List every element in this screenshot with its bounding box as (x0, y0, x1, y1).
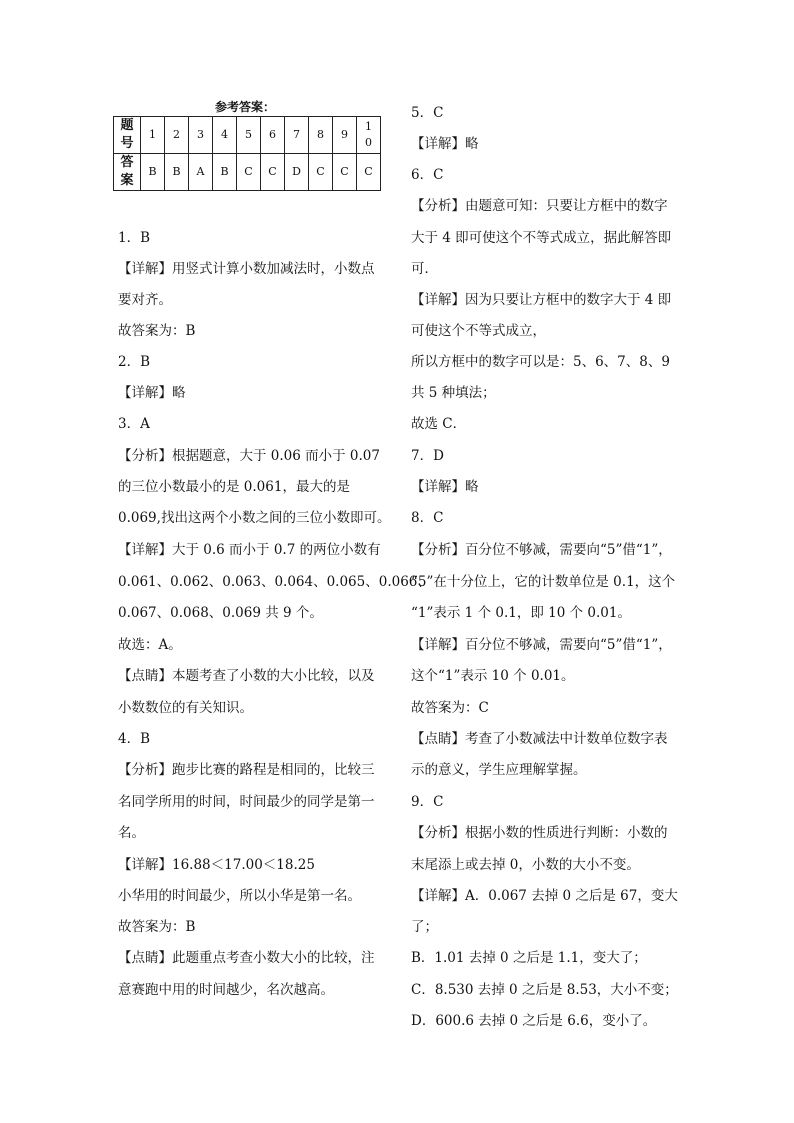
explanation-line: 【详解】用竖式计算小数加减法时，小数点 (118, 261, 375, 277)
explanation-line: 示的意义，学生应理解掌握。 (411, 762, 587, 778)
explanation-line: “5”在十分位上，它的计数单位是 0.1，这个 (411, 574, 676, 590)
question-number-cell: 6 (261, 117, 285, 154)
explanation-line: C．8.530 去掉 0 之后是 8.53，大小不变； (411, 982, 678, 998)
explanation-line: 小华用的时间最少，所以小华是第一名。 (118, 888, 361, 904)
explanation-line: 【点睛】本题考查了小数的大小比较，以及 (118, 668, 375, 684)
question-4-answer: 4．B (118, 731, 151, 747)
question-number-cell: 8 (309, 117, 333, 154)
explanation-line: 【分析】根据题意，大于 0.06 而小于 0.07 (118, 448, 380, 464)
explanation-line: 的三位小数最小的是 0.061，最大的是 (118, 479, 350, 495)
explanation-line: 【详解】大于 0.6 而小于 0.7 的两位小数有 (118, 542, 381, 558)
explanation-line: 【详解】因为只要让方框中的数字大于 4 即 (411, 292, 672, 308)
question-6-answer: 6．C (411, 167, 444, 183)
answer-cell: C (237, 154, 261, 191)
explanation-line: 0.067、0.068、0.069 共 9 个。 (118, 605, 323, 621)
question-number-cell: 1 (141, 117, 165, 154)
explanation-line: 故选 C． (411, 416, 467, 432)
question-number-cell: 2 (165, 117, 189, 154)
question-number-cell: 5 (237, 117, 261, 154)
explanation-line: 共 5 种填法； (411, 385, 496, 401)
question-number-row (114, 117, 381, 154)
explanation-line: 0.069,找出这两个小数之间的三位小数即可。 (118, 510, 391, 526)
question-5-answer: 5．C (411, 105, 444, 121)
question-7-answer: 7．D (411, 448, 444, 464)
explanation-line: 【详解】百分位不够减，需要向“5”借“1”， (411, 637, 672, 653)
answer-cell: C (357, 154, 381, 191)
question-number-cell: 4 (213, 117, 237, 154)
question-number-cell: 7 (285, 117, 309, 154)
answer-cell: D (285, 154, 309, 191)
explanation-line: 故答案为：B (118, 919, 196, 935)
question-1-answer: 1．B (118, 230, 151, 246)
explanation-line: “1”表示 1 个 0.1，即 10 个 0.01。 (411, 605, 631, 621)
explanation-line: 【详解】略 (118, 385, 186, 401)
answer-key-heading: 参考答案： (215, 100, 276, 114)
explanation-line: 所以方框中的数字可以是：5、6、7、8、9 (411, 354, 670, 370)
explanation-line: 可使这个不等式成立， (411, 323, 546, 339)
explanation-line: 要对齐。 (118, 292, 172, 308)
explanation-line: 可． (411, 261, 438, 277)
explanation-line: 【分析】由题意可知：只要让方框中的数字 (411, 198, 668, 214)
question-3-answer: 3．A (118, 416, 150, 432)
question-number-cell: 3 (189, 117, 213, 154)
explanation-line: 意赛跑中用的时间越少，名次越高。 (118, 982, 334, 998)
answer-cell: A (189, 154, 213, 191)
explanation-line: 故答案为：C (411, 700, 489, 716)
question-8-answer: 8．C (411, 510, 444, 526)
answer-cell: C (309, 154, 333, 191)
explanation-line: 末尾添上或去掉 0，小数的大小不变。 (411, 857, 640, 873)
explanation-line: 了； (411, 919, 438, 935)
explanation-line: 名同学所用的时间，时间最少的同学是第一 (118, 794, 375, 810)
question-2-answer: 2．B (118, 354, 151, 370)
answer-row (114, 154, 381, 191)
answer-cell: C (261, 154, 285, 191)
explanation-line: 这个“1”表示 10 个 0.01。 (411, 668, 575, 684)
question-number-cell: 1 0 (357, 117, 381, 154)
question-9-answer: 9．C (411, 794, 444, 810)
answer-cell: C (333, 154, 357, 191)
explanation-line: 【点睛】此题重点考查小数大小的比较，注 (118, 950, 375, 966)
answer-cell: B (165, 154, 189, 191)
explanation-line: 故选：A。 (118, 637, 182, 653)
answer-table (113, 116, 381, 191)
explanation-line: 【详解】A．0.067 去掉 0 之后是 67，变大 (411, 888, 678, 904)
explanation-line: 0.061、0.062、0.063、0.064、0.065、0.066、 (118, 574, 431, 590)
explanation-line: 【分析】根据小数的性质进行判断：小数的 (411, 825, 668, 841)
explanation-line: 名。 (118, 825, 145, 841)
explanation-line: 【详解】16.88＜17.00＜18.25 (118, 857, 315, 873)
explanation-line: B．1.01 去掉 0 之后是 1.1，变大了； (411, 950, 647, 966)
question-number-cell: 9 (333, 117, 357, 154)
explanation-line: 【分析】百分位不够减，需要向“5”借“1”， (411, 542, 672, 558)
explanation-line: 【点睛】考查了小数减法中计数单位数字表 (411, 731, 668, 747)
answer-cell: B (141, 154, 165, 191)
explanation-line: 【分析】跑步比赛的路程是相同的，比较三 (118, 762, 375, 778)
explanation-line: 小数数位的有关知识。 (118, 700, 253, 716)
explanation-line: 【详解】略 (411, 479, 479, 495)
explanation-line: 【详解】略 (411, 136, 479, 152)
answer-cell: B (213, 154, 237, 191)
explanation-line: 大于 4 即可使这个不等式成立，据此解答即 (411, 230, 672, 246)
explanation-line: 故答案为：B (118, 323, 196, 339)
row-header-answer: 答 案 (114, 154, 141, 191)
row-header-question-number: 题 号 (114, 117, 141, 154)
explanation-line: D．600.6 去掉 0 之后是 6.6，变小了。 (411, 1013, 657, 1029)
